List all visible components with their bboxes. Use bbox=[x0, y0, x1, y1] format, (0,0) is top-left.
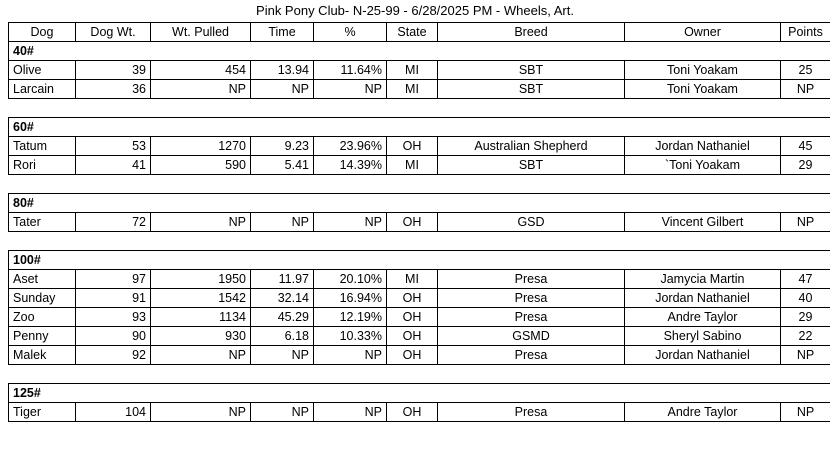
cell-state: MI bbox=[387, 61, 438, 80]
header-percent: % bbox=[314, 23, 387, 42]
cell-time: NP bbox=[251, 213, 314, 232]
header-dog: Dog bbox=[9, 23, 76, 42]
cell-percent: 20.10% bbox=[314, 270, 387, 289]
cell-dog-weight: 41 bbox=[76, 156, 151, 175]
cell-dog: Rori bbox=[9, 156, 76, 175]
spacer-cell bbox=[9, 365, 830, 384]
cell-owner: Jamycia Martin bbox=[625, 270, 781, 289]
cell-dog: Aset bbox=[9, 270, 76, 289]
cell-time: 9.23 bbox=[251, 137, 314, 156]
cell-time: 11.97 bbox=[251, 270, 314, 289]
table-row bbox=[9, 289, 830, 308]
cell-dog-weight: 91 bbox=[76, 289, 151, 308]
cell-time: NP bbox=[251, 80, 314, 99]
header-row bbox=[9, 23, 830, 42]
cell-time: 5.41 bbox=[251, 156, 314, 175]
cell-percent: NP bbox=[314, 403, 387, 422]
class-header-row bbox=[9, 384, 830, 403]
class-name: 80# bbox=[9, 194, 830, 213]
cell-owner: Jordan Nathaniel bbox=[625, 346, 781, 365]
spacer-cell bbox=[9, 232, 830, 251]
cell-state: OH bbox=[387, 137, 438, 156]
cell-points: 40 bbox=[781, 289, 830, 308]
header-points: Points bbox=[781, 23, 830, 42]
spacer-row bbox=[9, 99, 830, 118]
cell-percent: NP bbox=[314, 213, 387, 232]
table-row bbox=[9, 270, 830, 289]
spacer-cell bbox=[9, 175, 830, 194]
table-row bbox=[9, 80, 830, 99]
cell-breed: GSMD bbox=[438, 327, 625, 346]
header-state: State bbox=[387, 23, 438, 42]
cell-dog: Tatum bbox=[9, 137, 76, 156]
class-header-row bbox=[9, 194, 830, 213]
cell-state: MI bbox=[387, 156, 438, 175]
cell-weight-pulled: 1542 bbox=[151, 289, 251, 308]
cell-points: 22 bbox=[781, 327, 830, 346]
spacer-cell bbox=[9, 99, 830, 118]
cell-percent: 14.39% bbox=[314, 156, 387, 175]
spacer-row bbox=[9, 365, 830, 384]
cell-owner: Sheryl Sabino bbox=[625, 327, 781, 346]
cell-breed: Presa bbox=[438, 289, 625, 308]
cell-owner: Jordan Nathaniel bbox=[625, 289, 781, 308]
cell-owner: Andre Taylor bbox=[625, 308, 781, 327]
cell-dog-weight: 92 bbox=[76, 346, 151, 365]
cell-state: MI bbox=[387, 80, 438, 99]
cell-dog: Sunday bbox=[9, 289, 76, 308]
cell-dog: Tiger bbox=[9, 403, 76, 422]
results-table bbox=[8, 22, 830, 422]
cell-points: 45 bbox=[781, 137, 830, 156]
results-body bbox=[9, 23, 830, 422]
cell-percent: 16.94% bbox=[314, 289, 387, 308]
cell-owner: Toni Yoakam bbox=[625, 61, 781, 80]
cell-owner: Toni Yoakam bbox=[625, 80, 781, 99]
header-weight-pulled: Wt. Pulled bbox=[151, 23, 251, 42]
cell-dog-weight: 36 bbox=[76, 80, 151, 99]
table-row bbox=[9, 346, 830, 365]
cell-percent: 10.33% bbox=[314, 327, 387, 346]
class-name: 125# bbox=[9, 384, 830, 403]
cell-points: NP bbox=[781, 213, 830, 232]
cell-percent: NP bbox=[314, 346, 387, 365]
cell-breed: Presa bbox=[438, 270, 625, 289]
cell-points: 29 bbox=[781, 308, 830, 327]
cell-points: 47 bbox=[781, 270, 830, 289]
cell-dog-weight: 104 bbox=[76, 403, 151, 422]
class-name: 40# bbox=[9, 42, 830, 61]
cell-time: 32.14 bbox=[251, 289, 314, 308]
cell-time: NP bbox=[251, 346, 314, 365]
cell-dog: Olive bbox=[9, 61, 76, 80]
class-header-row bbox=[9, 251, 830, 270]
class-name: 100# bbox=[9, 251, 830, 270]
cell-dog-weight: 97 bbox=[76, 270, 151, 289]
cell-weight-pulled: 1950 bbox=[151, 270, 251, 289]
cell-dog-weight: 53 bbox=[76, 137, 151, 156]
cell-dog: Larcain bbox=[9, 80, 76, 99]
sheet-title: Pink Pony Club- N-25-99 - 6/28/2025 PM - Wheels, Art. bbox=[256, 3, 574, 18]
cell-state: MI bbox=[387, 270, 438, 289]
cell-weight-pulled: NP bbox=[151, 80, 251, 99]
cell-state: OH bbox=[387, 289, 438, 308]
cell-dog-weight: 90 bbox=[76, 327, 151, 346]
cell-dog: Penny bbox=[9, 327, 76, 346]
cell-dog: Zoo bbox=[9, 308, 76, 327]
cell-percent: 23.96% bbox=[314, 137, 387, 156]
cell-weight-pulled: NP bbox=[151, 403, 251, 422]
cell-breed: SBT bbox=[438, 156, 625, 175]
cell-weight-pulled: 454 bbox=[151, 61, 251, 80]
cell-dog: Malek bbox=[9, 346, 76, 365]
cell-dog-weight: 39 bbox=[76, 61, 151, 80]
cell-owner: Jordan Nathaniel bbox=[625, 137, 781, 156]
cell-breed: SBT bbox=[438, 80, 625, 99]
table-row bbox=[9, 308, 830, 327]
cell-state: OH bbox=[387, 346, 438, 365]
table-row bbox=[9, 61, 830, 80]
cell-percent: 11.64% bbox=[314, 61, 387, 80]
cell-weight-pulled: 590 bbox=[151, 156, 251, 175]
cell-owner: Vincent Gilbert bbox=[625, 213, 781, 232]
header-breed: Breed bbox=[438, 23, 625, 42]
cell-dog-weight: 93 bbox=[76, 308, 151, 327]
cell-breed: Presa bbox=[438, 308, 625, 327]
cell-state: OH bbox=[387, 403, 438, 422]
table-row bbox=[9, 156, 830, 175]
cell-percent: NP bbox=[314, 80, 387, 99]
cell-time: 6.18 bbox=[251, 327, 314, 346]
cell-owner: `Toni Yoakam bbox=[625, 156, 781, 175]
spacer-row bbox=[9, 175, 830, 194]
cell-percent: 12.19% bbox=[314, 308, 387, 327]
cell-points: NP bbox=[781, 346, 830, 365]
cell-state: OH bbox=[387, 308, 438, 327]
cell-weight-pulled: 1134 bbox=[151, 308, 251, 327]
header-owner: Owner bbox=[625, 23, 781, 42]
cell-breed: Australian Shepherd bbox=[438, 137, 625, 156]
cell-time: 45.29 bbox=[251, 308, 314, 327]
class-name: 60# bbox=[9, 118, 830, 137]
table-row bbox=[9, 213, 830, 232]
cell-state: OH bbox=[387, 327, 438, 346]
table-row bbox=[9, 327, 830, 346]
cell-breed: SBT bbox=[438, 61, 625, 80]
cell-dog: Tater bbox=[9, 213, 76, 232]
cell-time: 13.94 bbox=[251, 61, 314, 80]
cell-points: 25 bbox=[781, 61, 830, 80]
cell-owner: Andre Taylor bbox=[625, 403, 781, 422]
cell-weight-pulled: NP bbox=[151, 346, 251, 365]
table-row bbox=[9, 137, 830, 156]
cell-dog-weight: 72 bbox=[76, 213, 151, 232]
header-time: Time bbox=[251, 23, 314, 42]
cell-breed: Presa bbox=[438, 346, 625, 365]
cell-state: OH bbox=[387, 213, 438, 232]
cell-weight-pulled: 1270 bbox=[151, 137, 251, 156]
cell-points: NP bbox=[781, 80, 830, 99]
spacer-row bbox=[9, 232, 830, 251]
cell-time: NP bbox=[251, 403, 314, 422]
header-dog-weight: Dog Wt. bbox=[76, 23, 151, 42]
cell-breed: GSD bbox=[438, 213, 625, 232]
cell-weight-pulled: 930 bbox=[151, 327, 251, 346]
cell-breed: Presa bbox=[438, 403, 625, 422]
cell-points: NP bbox=[781, 403, 830, 422]
table-row bbox=[9, 403, 830, 422]
cell-points: 29 bbox=[781, 156, 830, 175]
class-header-row bbox=[9, 42, 830, 61]
class-header-row bbox=[9, 118, 830, 137]
cell-weight-pulled: NP bbox=[151, 213, 251, 232]
